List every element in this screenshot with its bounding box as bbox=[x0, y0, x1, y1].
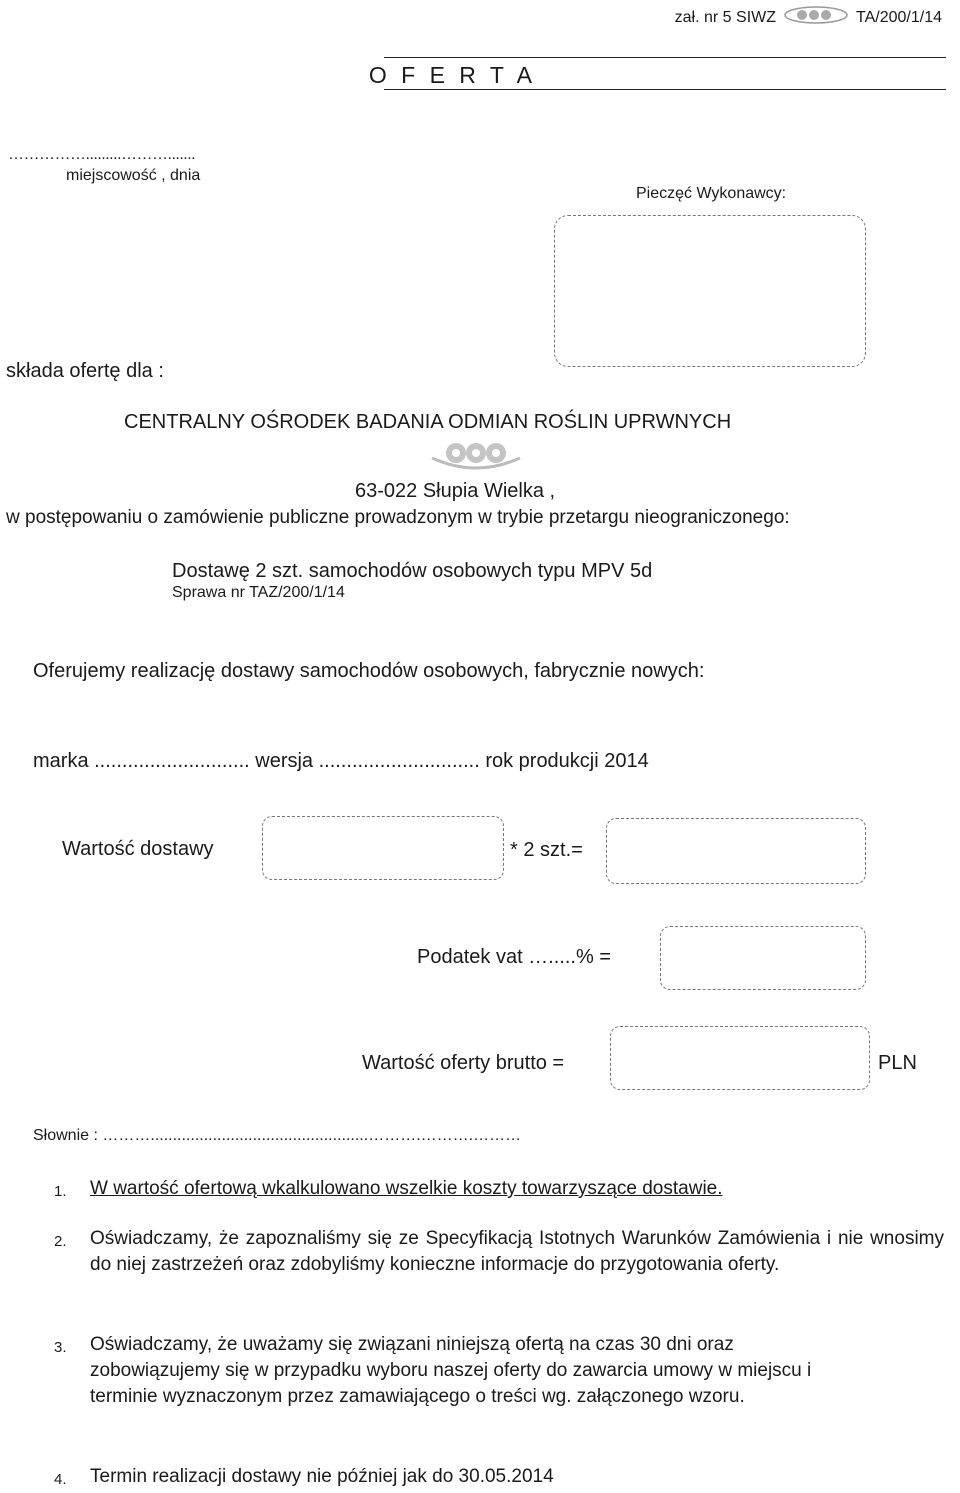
case-number: Sprawa nr TAZ/200/1/14 bbox=[172, 584, 345, 601]
place-date-label: miejscowość , dnia bbox=[66, 167, 201, 184]
quantity-multiplier: * 2 szt.= bbox=[510, 839, 583, 861]
offer-intro: Oferujemy realizację dostawy samochodów osobowych, fabrycznie nowych: bbox=[33, 660, 705, 682]
case-reference: TA/200/1/14 bbox=[856, 8, 942, 26]
attachment-label: zał. nr 5 SIWZ bbox=[674, 8, 777, 26]
institution-name: CENTRALNY OŚRODEK BADANIA ODMIAN ROŚLIN UPRWNYCH bbox=[124, 411, 732, 433]
declaration-text: Oświadczamy, że zapoznaliśmy się ze Specyfikacją Istotnych Warunków Zamówienia i nie wnosimy do niej zastrzeżeń oraz zdobyliśmy konieczne informacje do przygotowania oferty. bbox=[90, 1228, 944, 1275]
header-rule-top bbox=[384, 57, 946, 58]
amount-in-words: Słownie : ……….................................................……….……….……… bbox=[33, 1127, 522, 1144]
procedure-text: w postępowaniu o zamówienie publiczne prowadzonym w trybie przetargu nieograniczonego: bbox=[6, 507, 790, 528]
declaration-number: 1. bbox=[54, 1183, 67, 1200]
declaration-item bbox=[54, 1176, 944, 1202]
coboru-logo-icon bbox=[784, 6, 848, 29]
declaration-item bbox=[54, 1332, 854, 1410]
declaration-number: 3. bbox=[54, 1339, 67, 1356]
header-rule-bottom bbox=[384, 89, 946, 90]
order-subject: Dostawę 2 szt. samochodów osobowych typu MPV 5d bbox=[172, 560, 653, 582]
coboru-logo-icon bbox=[430, 438, 522, 477]
declaration-number: 4. bbox=[54, 1471, 67, 1488]
vat-label: Podatek vat ….....% = bbox=[417, 946, 611, 968]
vehicle-specs-line: marka ............................ wersja ............................. rok produkcji 2014 bbox=[33, 750, 649, 772]
gross-value-label: Wartość oferty brutto = bbox=[362, 1052, 565, 1074]
currency-label: PLN bbox=[878, 1052, 917, 1074]
document-reference bbox=[675, 6, 942, 29]
place-date-dots: …………….........………....... bbox=[8, 146, 196, 163]
declaration-number: 2. bbox=[54, 1233, 67, 1250]
vat-amount-field[interactable] bbox=[660, 926, 866, 990]
stamp-label: Pieczęć Wykonawcy: bbox=[636, 185, 787, 202]
delivery-value-label: Wartość dostawy bbox=[62, 838, 214, 860]
declaration-text: W wartość ofertową wkalkulowano wszelkie koszty towarzyszące dostawie. bbox=[90, 1178, 723, 1199]
declaration-text: Termin realizacji dostawy nie później jak do 30.05.2014 bbox=[90, 1466, 554, 1487]
declaration-text: Oświadczamy, że uważamy się związani niniejszą ofertą na czas 30 dni oraz zobowiązujemy się w przypadku wyboru naszej oferty do zawarcia umowy w miejscu i terminie wyznaczonym przez zamawiającego o treści wg. załączonego wzoru. bbox=[90, 1334, 812, 1407]
document-title: O F E R T A bbox=[368, 62, 536, 88]
stamp-box bbox=[554, 215, 866, 367]
declaration-item bbox=[54, 1226, 944, 1278]
net-total-field[interactable] bbox=[606, 818, 866, 884]
gross-total-field[interactable] bbox=[610, 1026, 870, 1090]
institution-address: 63-022 Słupia Wielka , bbox=[355, 480, 556, 502]
unit-price-field[interactable] bbox=[262, 816, 504, 880]
declaration-item bbox=[54, 1464, 944, 1490]
submits-for-label: składa ofertę dla : bbox=[6, 360, 164, 382]
